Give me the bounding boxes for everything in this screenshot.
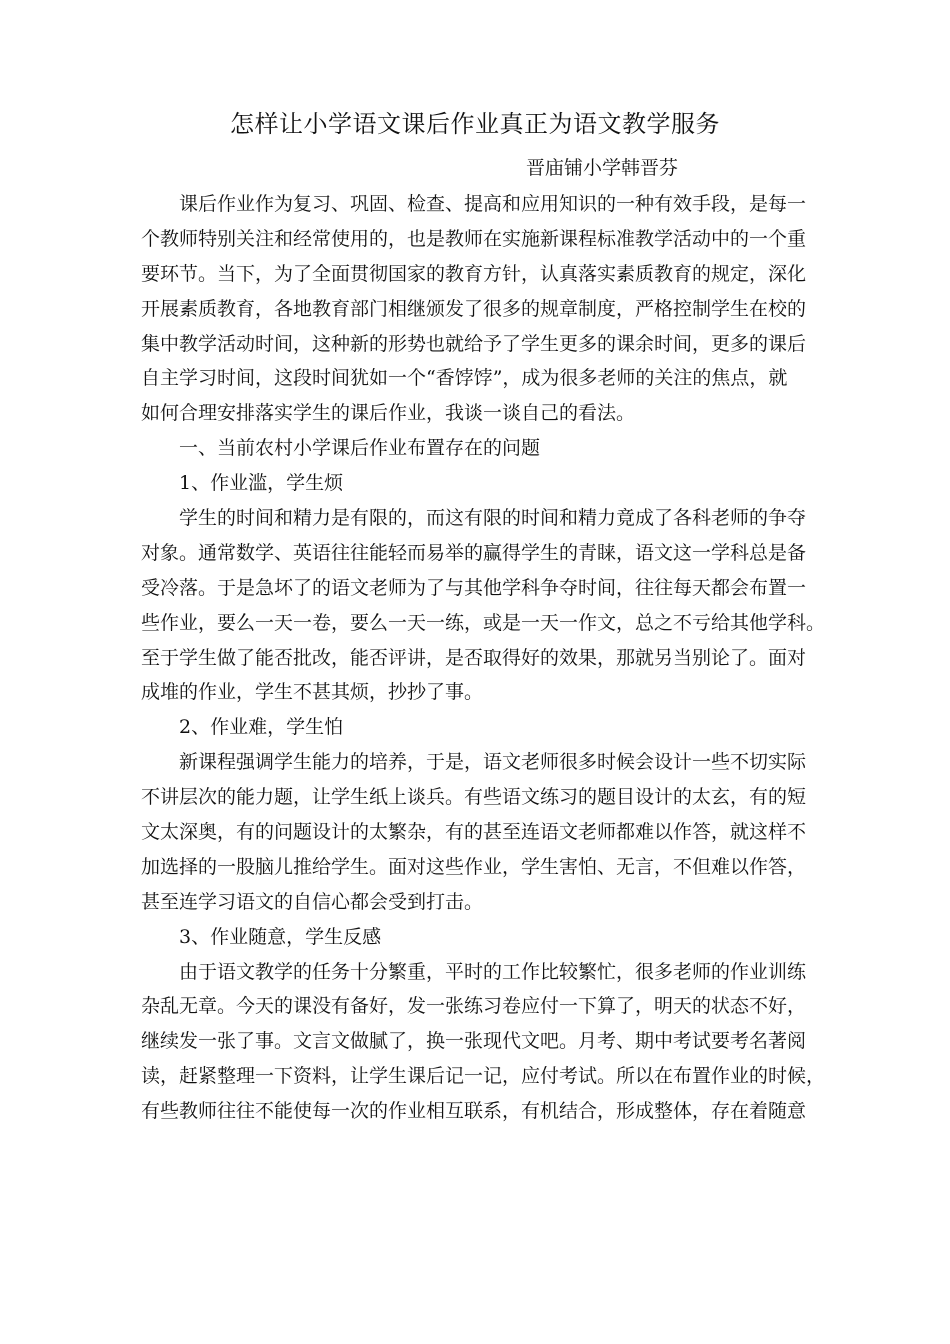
text-line: 不讲层次的能力题，让学生纸上谈兵。有些语文练习的题目设计的太玄，有的短 [141, 786, 807, 809]
text-line: 个教师特别关注和经常使用的，也是教师在实施新课程标准教学活动中的一个重 [141, 227, 807, 250]
text-line: 1、作业滥，学生烦 [179, 472, 344, 495]
author-line: 晋庙铺小学韩晋芬 [526, 157, 679, 179]
text-line: 3、作业随意，学生反感 [179, 925, 382, 948]
document-body [141, 187, 841, 1129]
text-line: 甚至连学习语文的自信心都会受到打击。 [141, 890, 484, 913]
text-line: 课后作业作为复习、巩固、检查、提高和应用知识的一种有效手段，是每一 [179, 193, 807, 215]
text-line: 学生的时间和精力是有限的，而这有限的时间和精力竟成了各科老师的争夺 [179, 507, 807, 530]
text-line: 2、作业难，学生怕 [179, 716, 344, 739]
text-line: 继续发一张了事。文言文做腻了，换一张现代文吧。月考、期中考试要考名著阅 [141, 1030, 807, 1053]
text-line: 有些教师往往不能使每一次的作业相互联系，有机结合，形成整体，存在着随意 [141, 1100, 807, 1123]
text-line: 加选择的一股脑儿推给学生。面对这些作业，学生害怕、无言，不但难以作答， [141, 855, 807, 878]
text-line: 些作业，要么一天一卷，要么一天一练，或是一天一作文，总之不亏给其他学科。 [141, 611, 826, 634]
text-line: 对象。通常数学、英语往往能轻而易举的赢得学生的青睐，语文这一学科总是备 [141, 541, 807, 564]
text-line: 受冷落。于是急坏了的语文老师为了与其他学科争夺时间，往往每天都会布置一 [141, 576, 807, 599]
text-line: 要环节。当下，为了全面贯彻国家的教育方针，认真落实素质教育的规定，深化 [141, 262, 807, 285]
text-line: 一、当前农村小学课后作业布置存在的问题 [179, 437, 541, 460]
text-line: 文太深奥，有的问题设计的太繁杂，有的甚至连语文老师都难以作答，就这样不 [141, 821, 807, 844]
text-line: 成堆的作业，学生不甚其烦，抄抄了事。 [141, 681, 484, 704]
text-line: 集中教学活动时间，这种新的形势也就给予了学生更多的课余时间，更多的课后 [141, 332, 807, 355]
text-line: 至于学生做了能否批改，能否评讲，是否取得好的效果，那就另当别论了。面对 [141, 646, 807, 669]
text-line: 自主学习时间，这段时间犹如一个“香饽饽”，成为很多老师的关注的焦点，就 [141, 367, 788, 390]
document-title: 怎样让小学语文课后作业真正为语文教学服务 [230, 110, 720, 138]
text-line: 由于语文教学的任务十分繁重，平时的工作比较繁忙，很多老师的作业训练 [179, 960, 807, 983]
text-line: 新课程强调学生能力的培养，于是，语文老师很多时候会设计一些不切实际 [179, 751, 807, 774]
text-line: 开展素质教育，各地教育部门相继颁发了很多的规章制度，严格控制学生在校的 [141, 297, 807, 320]
text-line: 如何合理安排落实学生的课后作业，我谈一谈自己的看法。 [141, 402, 636, 425]
text-line: 杂乱无章。今天的课没有备好，发一张练习卷应付一下算了，明天的状态不好， [141, 995, 807, 1018]
text-line: 读，赶紧整理一下资料，让学生课后记一记，应付考试。所以在布置作业的时候， [141, 1065, 826, 1088]
